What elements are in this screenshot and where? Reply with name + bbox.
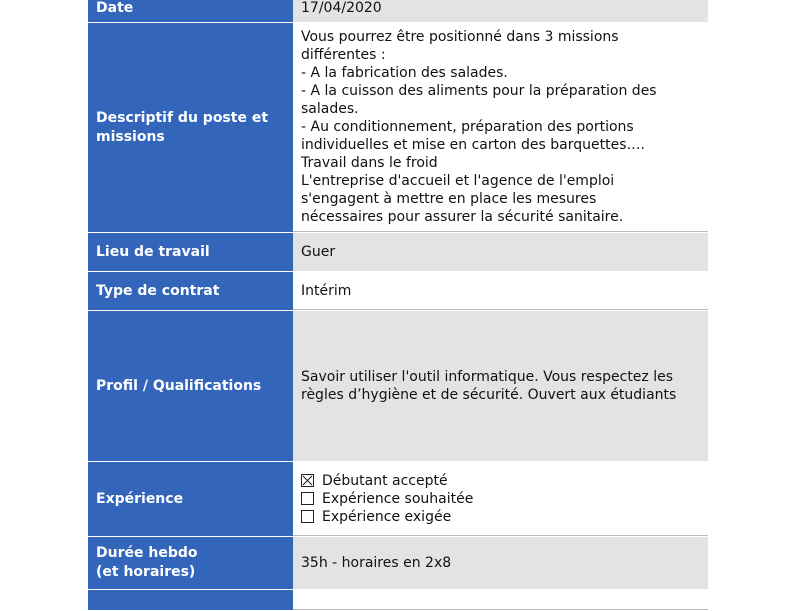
row-experience [88, 462, 708, 537]
experience-options [293, 462, 708, 536]
descriptif-line: individuelles et mise en carton des barquettes…. [301, 137, 645, 153]
duree-label [88, 537, 293, 589]
experience-option-label: Expérience souhaitée [322, 490, 474, 507]
job-offer-table [88, 0, 708, 611]
descriptif-label: Descriptif du poste et missions [88, 23, 293, 232]
checkbox-icon[interactable] [301, 492, 314, 505]
experience-option-exigee[interactable] [301, 508, 700, 526]
row-next [88, 590, 708, 611]
row-contrat [88, 272, 708, 311]
profil-line: Savoir utiliser l'outil informatique. Vous respectez les [301, 369, 674, 385]
row-descriptif [88, 23, 708, 233]
descriptif-line: différentes : [301, 47, 386, 63]
descriptif-line: - A la cuisson des aliments pour la préparation des [301, 83, 657, 99]
checkbox-checked-icon[interactable] [301, 474, 314, 487]
experience-option-label: Expérience exigée [322, 508, 452, 525]
descriptif-line: Vous pourrez être positionné dans 3 missions [301, 29, 619, 45]
row-date [88, 0, 708, 23]
date-value: 17/04/2020 [293, 0, 708, 22]
contrat-label: Type de contrat [88, 272, 293, 310]
row-profil [88, 311, 708, 462]
experience-option-debutant[interactable] [301, 472, 700, 490]
duree-label-line1: Durée hebdo [96, 545, 198, 561]
experience-label: Expérience [88, 462, 293, 536]
date-label: Date [88, 0, 293, 22]
checkbox-icon[interactable] [301, 510, 314, 523]
experience-option-souhaitee[interactable] [301, 490, 700, 508]
row-lieu [88, 233, 708, 272]
lieu-value: Guer [293, 233, 708, 271]
descriptif-line: L'entreprise d'accueil et l'agence de l'emploi [301, 173, 615, 189]
descriptif-line: - Au conditionnement, préparation des portions [301, 119, 634, 135]
descriptif-line: nécessaires pour assurer la sécurité sanitaire. [301, 209, 624, 225]
next-value [293, 590, 708, 610]
descriptif-line: - A la fabrication des salades. [301, 65, 508, 81]
duree-label-line2: (et horaires) [96, 564, 196, 580]
duree-value: 35h - horaires en 2x8 [293, 537, 708, 589]
profil-line: règles d’hygiène et de sécurité. Ouvert aux étudiants [301, 387, 677, 403]
contrat-value: Intérim [293, 272, 708, 310]
experience-option-label: Débutant accepté [322, 472, 448, 489]
descriptif-line: s'engagent à mettre en place les mesures [301, 191, 597, 207]
lieu-label: Lieu de travail [88, 233, 293, 271]
descriptif-value [293, 23, 708, 232]
profil-label: Profil / Qualifications [88, 311, 293, 461]
descriptif-line: Travail dans le froid [301, 155, 438, 171]
row-duree [88, 537, 708, 590]
profil-value [293, 311, 708, 461]
descriptif-line: salades. [301, 101, 359, 117]
next-label [88, 590, 293, 610]
